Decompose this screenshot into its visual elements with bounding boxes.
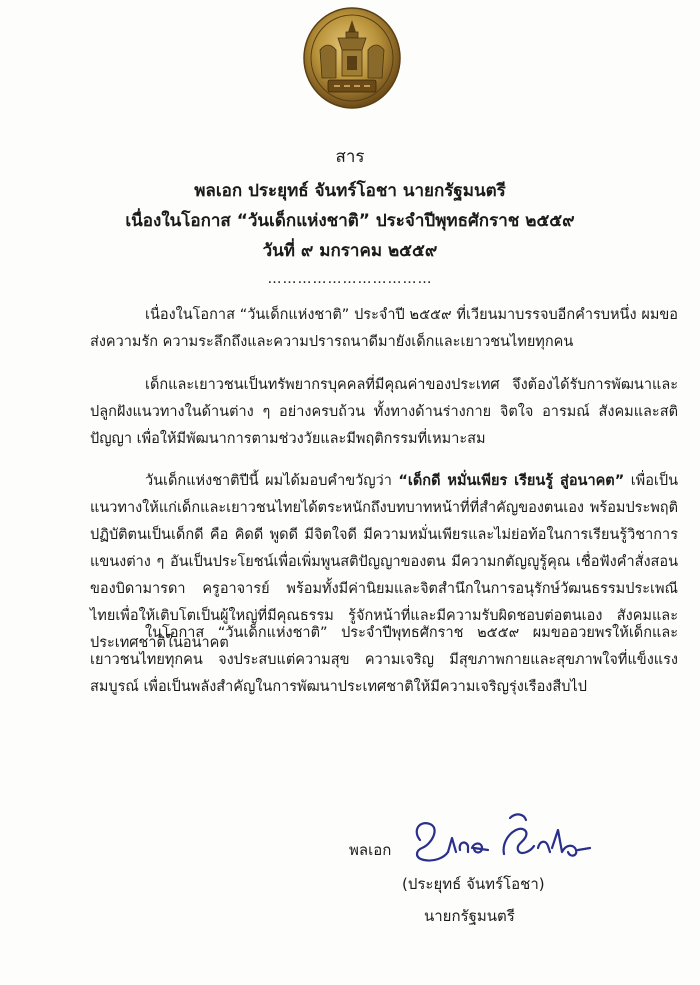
signature-rank: พลเอก — [349, 841, 392, 859]
paragraph-3-intro: วันเด็กแห่งชาติปีนี้ ผมได้มอบคำขวัญว่า — [145, 473, 399, 489]
handwritten-signature — [398, 800, 610, 876]
paragraph-4: ในโอกาส “วันเด็กแห่งชาติ” ประจำปีพุทธศักราช ๒๕๕๙ ผมขออวยพรให้เด็กและเยาวชนไทยทุกคน จงประสบแต่ความสุข ความเจริญ มีสุขภาพกายและสุขภาพใจที่แข็งแรง สมบูรณ์ เพื่อเป็นพลังสำคัญในการพัฒนาประเทศชาติให้มีความเจริญรุ่งเรืองสืบไป — [90, 625, 678, 695]
paragraph-3-body: เพื่อเป็นแนวทางให้แก่เด็กและเยาวชนไทยได้ตระหนักถึงบทบาทหน้าที่ที่สำคัญของตนเอง พร้อมประพฤติปฏิบัติตนเป็นเด็กดี คือ คิดดี พูดดี มีจิตใจดี มีความหมั่นเพียรและไม่ย่อท้อในการเรียนรู้วิชาการแขนงต่าง ๆ อันเป็นประโยชน์เพื่อเพิ่มพูนสติปัญญาของตน มีความกตัญญูรู้คุณ เชื่อฟังคำสั่งสอนของบิดามารดา ครูอาจารย์ พร้อมทั้งมีค่านิยมและจิตสำนึกในการอนุรักษ์วัฒนธรรมประเพณีไทยเพื่อให้เติบโตเป็นผู้ใหญ่ที่มีคุณธรรม รู้จักหน้าที่และมีความรับผิดชอบต่อตนเอง สังคมและประเทศชาติในอนาคต — [90, 473, 678, 651]
signer-name: (ประยุทธ์ จันทร์โอชา) — [402, 875, 545, 893]
paragraph-2: เด็กและเยาวชนเป็นทรัพยากรบุคคลที่มีคุณค่าของประเทศ จึงต้องได้รับการพัฒนาและปลูกฝังแนวทางในด้านต่าง ๆ อย่างครบถ้วน ทั้งทางด้านร่างกาย จิตใจ อารมณ์ สังคมและสติปัญญา เพื่อให้มีพัฒนาการตามช่วงวัยและมีพฤติกรรมที่เหมาะสม — [90, 377, 678, 447]
government-seal-icon — [302, 6, 402, 110]
children-day-motto: “เด็กดี หมั่นเพียร เรียนรู้ สู่อนาคต” — [398, 473, 625, 489]
message-title: สาร — [335, 147, 365, 167]
signer-position: นายกรัฐมนตรี — [424, 907, 515, 925]
date-line: วันที่ ๙ มกราคม ๒๕๕๙ — [262, 241, 438, 261]
paragraph-1: เนื่องในโอกาส “วันเด็กแห่งชาติ” ประจำปี ๒๕๕๙ ที่เวียนมาบรรจบอีกคำรบหนึ่ง ผมขอส่งความรัก ความระลึกถึงและความปรารถนาดีมายังเด็กและเยาวชนไทยทุกคน — [90, 307, 678, 350]
author-line: พลเอก ประยุทธ์ จันทร์โอชา นายกรัฐมนตรี — [194, 181, 506, 201]
occasion-line: เนื่องในโอกาส “วันเด็กแห่งชาติ” ประจำปีพุทธศักราช ๒๕๕๙ — [125, 211, 575, 231]
separator-dots: …………………………… — [267, 271, 433, 287]
